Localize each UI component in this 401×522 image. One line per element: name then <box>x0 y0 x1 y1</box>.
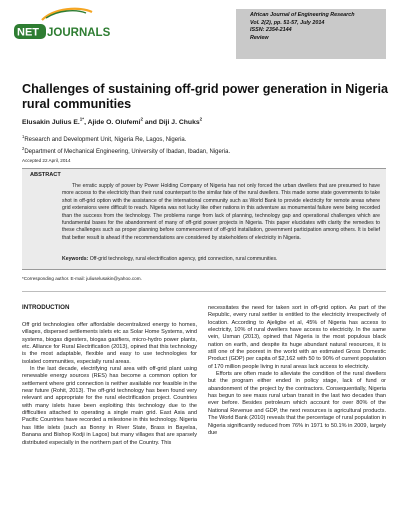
divider <box>22 291 386 292</box>
abstract-box <box>22 168 386 270</box>
author-names: Elusakin Julius E.$^{1*}$, Ajide O. Olufemi$^2$ and Diji J. Chuks$^2$ <box>22 117 203 127</box>
journal-info-box <box>236 9 386 59</box>
paragraph: Off grid technologies offer affordable decentralized energy to homes, villages, dispersed settlements islets etc as Solar Home Systems, wind systems, biogas digesters, biogas gasifiers, micro-hydro power plants, etc. Alliance for Rural Electrification (2013), opined that this technology is the most adaptable, flexible and easy to use technologies for isolated communities, especially rural areas. <box>22 322 197 365</box>
svg-text:JOURNALS: JOURNALS <box>47 27 111 39</box>
left-column <box>22 322 197 447</box>
affiliations <box>22 133 230 157</box>
keywords-line <box>62 256 380 262</box>
keywords-label: Keywords: <box>62 256 89 262</box>
keywords-list: Off-grid technology, rural electrification agency, grid connection, rural communities. <box>89 256 278 262</box>
affiliation-2: $^2$Department of Mechanical Engineering, University of Ibadan, Ibadan, Nigeria. <box>22 145 231 155</box>
affiliation-1: $^1$Research and Development Unit, Nigeria Re, Lagos, Nigeria. <box>22 134 187 143</box>
article-title: Challenges of sustaining off-grid power generation in Nigeria rural communities <box>22 82 388 111</box>
journal-name: African Journal of Engineering Research <box>250 12 355 18</box>
volume-pages: Vol. 2(2), pp. 51-57, July 2014 <box>250 19 325 26</box>
netjournals-logo <box>12 6 132 46</box>
paragraph: In the last decade, electrifying rural area with off-grid plant using renewable energy sources (RES) has become a common option for settlement where grid connection is neither available nor feasible in the near future (Rohit, 2013). The off-grid technology has been found very relevant and appropriate for the rural electrification project. Countries with many islets have been exploiting this technology due to the difficulties attached to operating a single main grid. East Asia and Pacific Countries have recorded a milestone in this technology. Nigeria has little islets (such as Bonny in River State, Brass in Bayelsa, Banana and Bishop Kodji in Lagos) but many villages that are sparsely distributed especially in the northern part of the Country. This <box>22 366 197 446</box>
accepted-date: Accepted 22 April, 2014 <box>22 158 71 163</box>
article-type: Review <box>250 34 269 41</box>
svg-text:NET: NET <box>17 26 39 39</box>
introduction-heading: INTRODUCTION <box>22 304 70 311</box>
issn: ISSN: 2354-2144 <box>250 27 292 34</box>
abstract-text: The erratic supply of power by Power Holding Company of Nigeria has not only forced the urban dwellers that are presumed to have more access to the electricity than their rural counterpart to the similar fate of the rural dwellers. This made some state governments to take shot in off-grid option with the assistance of the international community such as World Bank to provide electricity for remote areas where grid extensions were difficult to reach. Nigeria was not lucky like other nations in this adventure as monumental failure were being recorded than the success from the technology. The problems range from lack of planning, technology gap and operational challenges which are fundamental bases for the abandonment of many of off-grid power projects in Nigeria. This paper elucidates with clarity the remedies to these challenges such as proper planning before commencement of off-grid installation, government participation among others. It is belief that better result is ahead if the recommendations are considered by stakeholders of electricity in Nigeria. <box>62 183 380 241</box>
abstract-heading: ABSTRACT <box>30 172 61 178</box>
author-list <box>22 117 202 126</box>
paragraph: necessitates the need for taken sort in off-grid option. As part of the Republic, every rural settler is entitled to the electricity irrespectively of location. According to Ajeligbe et al, 45% of Nigeria has access to electricity, 10% of rural dwellers have access to electricity. In the same vein, Usman (2013), opined that Nigeria is the most populous black nation on earth, and despite its huge abundant natural resources, it is still one of the poorest in the world with an estimated Gross Domestic Product (GDP) per capita of $2,162 with 50 to 90% of current population of 170 million people living in rural areas lack access to electricity. <box>208 305 386 370</box>
corresponding-author: *Corresponding author. E-mail: juliuselusakin@yahoo.com. <box>22 276 142 281</box>
right-column <box>208 305 386 437</box>
paragraph: Efforts are often made to alleviate the condition of the rural dwellers but the program either ended in policy stage, lack of fund or abandonment of the project by the contractors. Consequentially, Nigeria has begun to see mass rural urban transit in the last two decades than ever before. Besides petroleum which account for over 80% of the National Revenue and GDP, the next resources is agricultural products. The World Bank (2010) reveals that the percentage of rural population in Nigeria significantly reduced from 76% in 1971 to 50.1% in 2009, largely due <box>208 371 386 436</box>
